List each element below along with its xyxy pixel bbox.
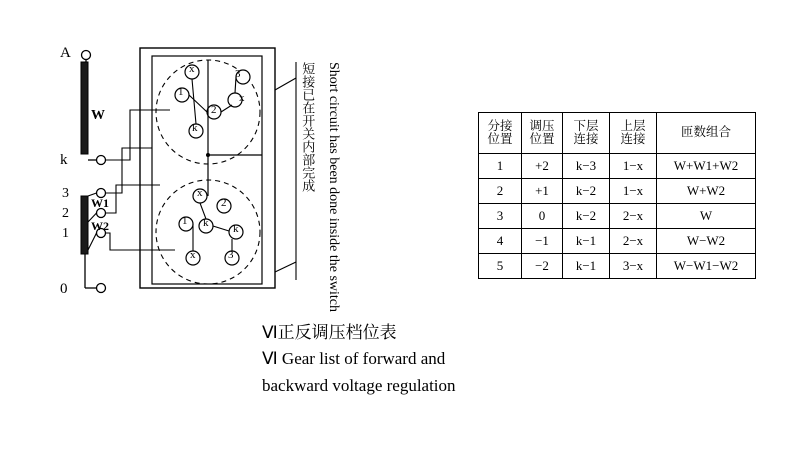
table-header-cell-2 — [563, 113, 610, 154]
cell-voltage: −1 — [522, 229, 563, 254]
cell-position: 1 — [479, 154, 522, 179]
cell-voltage: −2 — [522, 254, 563, 279]
label-terminal-0: 0 — [60, 281, 68, 297]
cell-turns-combination: W−W2 — [657, 229, 756, 254]
cell-lower-connection: k−2 — [563, 204, 610, 229]
header-line-2: 连接 — [573, 132, 599, 146]
header-line-2: 位置 — [487, 132, 513, 146]
gear-table — [478, 112, 756, 279]
contact-label-lower-k2: k — [233, 223, 239, 235]
header-line-1: 下层 — [573, 118, 599, 133]
table-row — [479, 179, 756, 204]
lead-k — [106, 110, 171, 160]
cell-position: 3 — [479, 204, 522, 229]
cell-upper-connection: 2−x — [610, 229, 657, 254]
table-row — [479, 204, 756, 229]
table-row — [479, 154, 756, 179]
contact-label-upper-k: k — [192, 122, 198, 134]
winding-bar-lower — [81, 196, 88, 254]
contact-label-upper-3: 3 — [235, 68, 241, 80]
contact-label-upper-x2: x — [239, 92, 245, 104]
caption-english-line1: Ⅵ Gear list of forward and — [262, 349, 446, 368]
contact-label-upper-2: 2 — [211, 104, 217, 116]
cell-lower-connection: k−1 — [563, 254, 610, 279]
cell-position: 4 — [479, 229, 522, 254]
contact-label-upper-1: 1 — [178, 86, 184, 98]
cell-turns-combination: W — [657, 204, 756, 229]
header-line-1: 上层 — [620, 118, 646, 133]
table-header-cell-1 — [522, 113, 563, 154]
header-line-1: 匝数组合 — [680, 125, 731, 140]
cell-lower-connection: k−1 — [563, 229, 610, 254]
contact-label-lower-x: x — [197, 187, 203, 199]
cell-upper-connection: 1−x — [610, 154, 657, 179]
table-row — [479, 254, 756, 279]
label-terminal-2: 2 — [62, 206, 69, 221]
table-header-cell-4 — [657, 113, 756, 154]
callout-leader-bottom — [275, 262, 296, 272]
contact-label-lower-k1: k — [203, 217, 209, 229]
label-terminal-1: 1 — [62, 226, 69, 241]
terminal-0-circle — [97, 284, 106, 293]
header-line-2: 位置 — [529, 132, 555, 146]
label-terminal-3: 3 — [62, 186, 69, 201]
label-terminal-k: k — [60, 152, 68, 168]
terminal-a-circle — [82, 51, 91, 60]
cell-lower-connection: k−2 — [563, 179, 610, 204]
caption-english-line2: backward voltage regulation — [262, 376, 456, 395]
label-terminal-a: A — [60, 45, 71, 61]
terminal-k-circle — [97, 156, 106, 165]
cell-turns-combination: W+W1+W2 — [657, 154, 756, 179]
cell-voltage: 0 — [522, 204, 563, 229]
cell-position: 5 — [479, 254, 522, 279]
note-english: Short circuit has been done inside the switch — [326, 62, 341, 312]
winding-bar-upper — [81, 62, 88, 154]
table-header-cell-3 — [610, 113, 657, 154]
cell-upper-connection: 2−x — [610, 204, 657, 229]
label-winding-w2: W2 — [91, 219, 109, 233]
note-chinese: 短接已在开关内部完成 — [300, 62, 316, 192]
cell-lower-connection: k−3 — [563, 154, 610, 179]
header-line-1: 分接 — [487, 118, 513, 133]
label-winding-w1: W1 — [91, 196, 109, 210]
header-line-2: 连接 — [620, 132, 646, 146]
table-header-cell-0 — [479, 113, 522, 154]
cell-turns-combination: W−W1−W2 — [657, 254, 756, 279]
label-winding-w: W — [91, 108, 105, 123]
contact-label-lower-2: 2 — [221, 197, 227, 209]
callout-leader-top — [275, 78, 296, 90]
contact-label-lower-1: 1 — [182, 215, 188, 227]
contact-label-lower-3: 3 — [228, 249, 234, 261]
table-row — [479, 229, 756, 254]
header-line-1: 调压 — [529, 118, 555, 133]
contact-label-upper-x: x — [189, 63, 195, 75]
cell-upper-connection: 3−x — [610, 254, 657, 279]
table-header-row — [479, 113, 756, 154]
lead-3 — [106, 148, 153, 193]
contact-label-lower-x2: x — [190, 249, 196, 261]
cell-turns-combination: W+W2 — [657, 179, 756, 204]
cell-upper-connection: 1−x — [610, 179, 657, 204]
cell-voltage: +1 — [522, 179, 563, 204]
caption-chinese: Ⅵ正反调压档位表 — [262, 323, 397, 342]
cell-position: 2 — [479, 179, 522, 204]
cell-voltage: +2 — [522, 154, 563, 179]
